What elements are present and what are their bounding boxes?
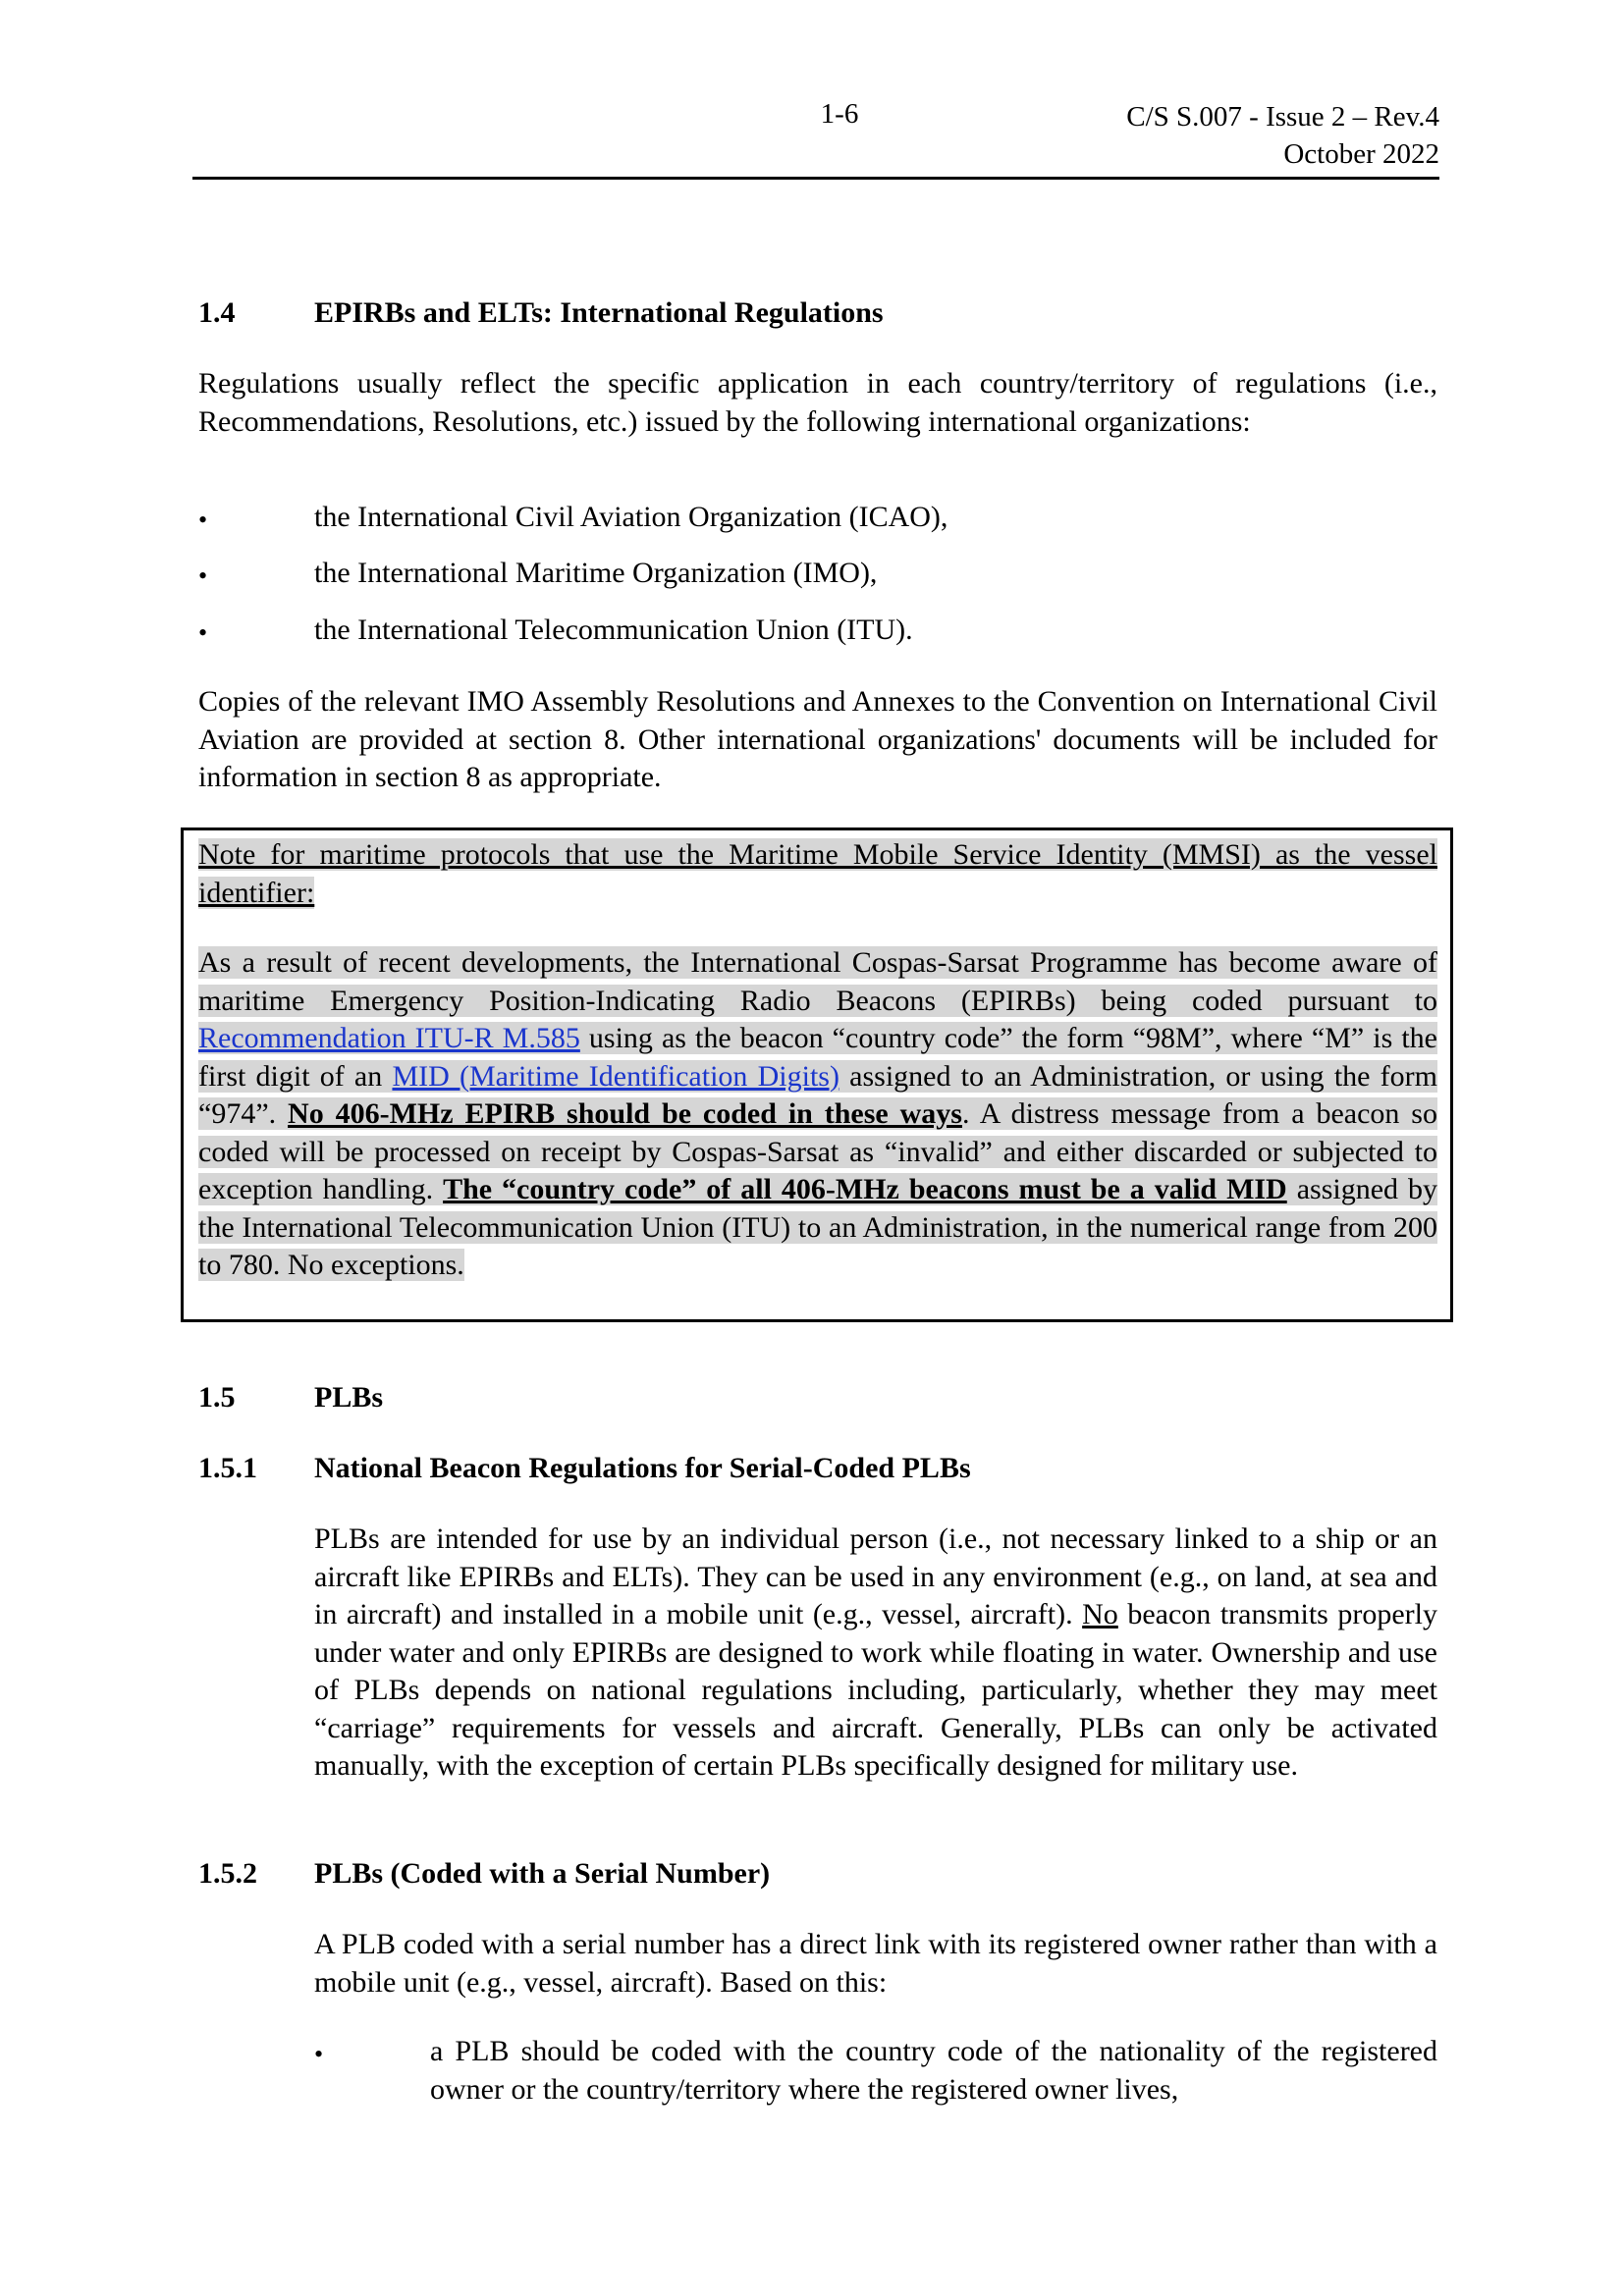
list-item-plb-country-code: a PLB should be coded with the country code of the nationality of the registered owner or the country/territory where the registered owner lives, <box>430 2035 1437 2106</box>
document-reference <box>1126 98 1439 173</box>
section-1-4-intro: Regulations usually reflect the specific application in each country/territory of regulations (i.e., Recommendations, Resolutions, etc.) issued by the following international organizations: <box>198 367 1437 438</box>
bullet-mark: • <box>198 561 208 590</box>
note-text-3: assigned to an Administration, or using the form “974”. <box>198 1059 1437 1130</box>
doc-ref: C/S S.007 - Issue 2 – Rev.4 <box>1126 101 1439 133</box>
note-body <box>198 944 1437 1285</box>
section-1-5-1-number: 1.5.1 <box>198 1452 257 1484</box>
section-1-5-title: PLBs <box>314 1381 384 1414</box>
note-body-text <box>198 946 1437 1281</box>
header-rule <box>192 177 1439 180</box>
section-1-5-1-title: National Beacon Regulations for Serial-Coded PLBs <box>314 1452 971 1484</box>
section-1-5-2-number: 1.5.2 <box>198 1857 257 1890</box>
s151-text-a: PLBs are intended for use by an individual person (i.e., not necessary linked to a ship or an aircraft like EPIRBs and ELTs). They can be used in any environment (e.g., on land, at sea and in aircraft) and installed in a mobile unit (e.g., vessel, aircraft). <box>314 1522 1437 1630</box>
section-1-5-number: 1.5 <box>198 1381 236 1414</box>
note-text-4: . A distress message from a beacon so coded will be processed on receipt by Cospas-Sarsat as “invalid” and either discarded or subjected to exception handling. <box>198 1097 1437 1205</box>
s151-underlined-no: No <box>1082 1598 1118 1630</box>
section-1-5-1-body <box>314 1521 1437 1786</box>
note-text-2: using as the beacon “country code” the form “98M”, where “M” is the first digit of an <box>198 1022 1437 1093</box>
page-number: 1-6 <box>820 98 859 130</box>
note-bold-no-epirb: No 406-MHz EPIRB should be coded in these ways <box>288 1097 962 1130</box>
bullet-mark: • <box>314 2040 324 2068</box>
doc-date: October 2022 <box>1283 138 1439 170</box>
note-title-text: Note for maritime protocols that use the Maritime Mobile Service Identity (MMSI) as the vessel identifier: <box>198 838 1437 909</box>
s151-text-b: beacon transmits properly under water and only EPIRBs are designed to work while floating in water. Ownership and use of PLBs depends on national regulations including, particularly, whether they may meet “carriage” requirements for vessels and aircraft. Generally, PLBs can only be activated manually, with the exception of certain PLBs specifically designed for military use. <box>314 1598 1438 1782</box>
note-title <box>198 836 1437 912</box>
list-item-imo: the International Maritime Organization (IMO), <box>314 557 878 589</box>
note-text-1: As a result of recent developments, the International Cospas-Sarsat Programme has become aware of maritime Emergency Position-Indicating Radio Beacons (EPIRBs) being coded pursuant to <box>198 946 1437 1017</box>
section-1-4-title: EPIRBs and ELTs: International Regulations <box>314 296 884 329</box>
link-itu-r-m585[interactable]: Recommendation ITU-R M.585 <box>198 1022 580 1054</box>
note-bold-valid-mid: The “country code” of all 406-MHz beacons must be a valid MID <box>443 1173 1287 1205</box>
section-1-4-copies: Copies of the relevant IMO Assembly Resolutions and Annexes to the Convention on International Civil Aviation are provided at section 8. Other international organizations' documents will be included for information in section 8 as appropriate. <box>198 685 1437 793</box>
bullet-mark: • <box>198 618 208 647</box>
bullet-mark: • <box>198 506 208 534</box>
note-text-5: assigned by the International Telecommunication Union (ITU) to an Administration, in the numerical range from 200 to 780. No exceptions. <box>198 1173 1438 1281</box>
list-item-itu: the International Telecommunication Union (ITU). <box>314 614 913 646</box>
section-1-4-number: 1.4 <box>198 296 236 329</box>
section-1-5-2-intro: A PLB coded with a serial number has a direct link with its registered owner rather than with a mobile unit (e.g., vessel, aircraft). Based on this: <box>314 1928 1437 1999</box>
section-1-5-2-title: PLBs (Coded with a Serial Number) <box>314 1857 771 1890</box>
link-mid[interactable]: MID (Maritime Identification Digits) <box>392 1059 839 1093</box>
list-item-icao: the International Civil Aviation Organization (ICAO), <box>314 501 948 533</box>
